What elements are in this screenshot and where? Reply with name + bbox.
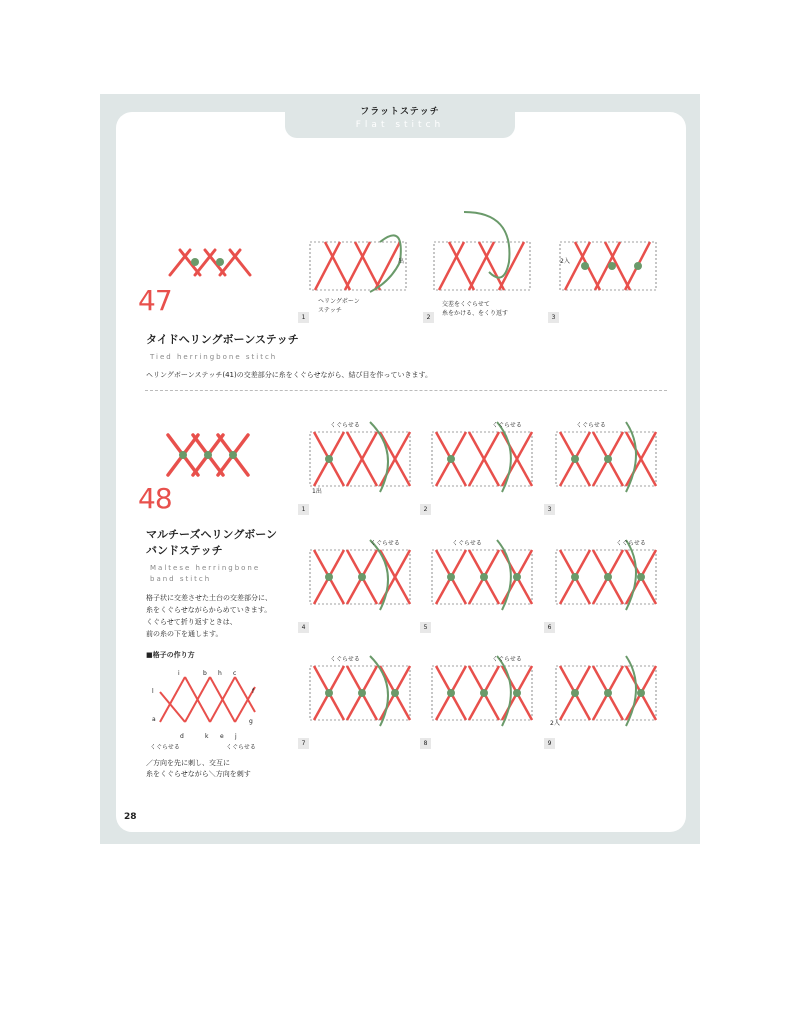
- s48-step-6: 6: [544, 622, 555, 633]
- grid-letter-a: a: [152, 716, 156, 723]
- s47-step1-out: 出: [398, 258, 405, 265]
- grid-letter-d: d: [180, 733, 184, 740]
- s48-step-6-diagram: [556, 550, 658, 606]
- s48-step-2-diagram: [432, 432, 534, 488]
- page-number: 28: [124, 812, 137, 822]
- grid-under-right: くぐらせる: [226, 744, 256, 751]
- s48-step-3-kugurase: くぐらせる: [576, 422, 606, 429]
- s48-step-3: 3: [544, 504, 555, 515]
- s48-step-1-diagram: [310, 432, 412, 488]
- s48-step-2-kugurase: くぐらせる: [492, 422, 522, 429]
- grid-letter-b: b: [203, 670, 207, 677]
- s47-step-2: 2: [423, 312, 434, 323]
- s48-step-1: 1: [298, 504, 309, 515]
- grid-letter-c: c: [233, 670, 237, 677]
- grid-note: ／方向を先に刺し、交互に 糸をくぐらせながら＼方向を刺す: [146, 759, 251, 778]
- s48-step-4-diagram: [310, 550, 412, 606]
- s48-step-6-kugurase: くぐらせる: [616, 540, 646, 547]
- section-48-description: 格子状に交差させた土台の交差部分に、 糸をくぐらせながらからめていきます。 くぐらせて折り返すときは、 前の糸の下を通します。: [146, 594, 272, 638]
- s48-step-7: 7: [298, 738, 309, 749]
- s48-step-4-kugurase: くぐらせる: [370, 540, 400, 547]
- section-47-subtitle: Tied herringbone stitch: [150, 353, 278, 361]
- s47-step-3: 3: [548, 312, 559, 323]
- grid-letter-k: k: [205, 733, 209, 740]
- s48-step-5-diagram: [432, 550, 534, 606]
- grid-under-left: くぐらせる: [150, 744, 180, 751]
- s48-step1-out: 1出: [312, 488, 322, 495]
- grid-letter-j: j: [235, 733, 237, 740]
- s47-step1-label: ヘリングボーン ステッチ: [318, 298, 360, 314]
- header-title-en: Flat stitch: [355, 120, 445, 130]
- section-48-number: 48: [138, 482, 172, 515]
- s48-step-8: 8: [420, 738, 431, 749]
- section-divider: [145, 390, 667, 391]
- s47-step2-diagram: [434, 242, 534, 292]
- s47-step1-diagram: [310, 242, 410, 292]
- s48-step-1-kugurase: くぐらせる: [330, 422, 360, 429]
- grid-letter-f: f: [252, 688, 255, 695]
- s48-step-5: 5: [420, 622, 431, 633]
- s48-step-8-kugurase: くぐらせる: [492, 656, 522, 663]
- s48-step-8-diagram: [432, 666, 534, 722]
- s48-step-3-diagram: [556, 432, 658, 488]
- section-47-title: タイドヘリングボーンステッチ: [146, 333, 299, 346]
- s47-step3-in: 2入: [560, 258, 570, 265]
- grid-letter-e: e: [220, 733, 224, 740]
- s48-step-4: 4: [298, 622, 309, 633]
- sample-48-illustration: [163, 430, 253, 480]
- s48-step-5-kugurase: くぐらせる: [452, 540, 482, 547]
- grid-letter-g: g: [249, 718, 253, 725]
- header-title-jp: フラットステッチ: [360, 107, 440, 117]
- section-48-subtitle: Maltese herringbone band stitch: [150, 564, 261, 583]
- s48-step-7-diagram: [310, 666, 412, 722]
- s48-step9-in: 2入: [550, 720, 560, 727]
- s47-step3-diagram: [560, 242, 660, 292]
- section-47-number: 47: [138, 284, 172, 317]
- s48-step-7-kugurase: くぐらせる: [330, 656, 360, 663]
- section-48-title: マルチーズヘリングボーン バンドステッチ: [146, 528, 278, 557]
- grid-letter-i: i: [178, 670, 180, 677]
- s47-step2-label: 交差をくぐらせて 糸をかける、をくり返す: [442, 301, 509, 317]
- s48-step-9: 9: [544, 738, 555, 749]
- s48-step-9-diagram: [556, 666, 658, 722]
- s47-step-1: 1: [298, 312, 309, 323]
- sample-47-illustration: [165, 245, 255, 285]
- s48-step-2: 2: [420, 504, 431, 515]
- grid-heading: ■格子の作り方: [146, 651, 195, 659]
- grid-letter-h: h: [218, 670, 222, 677]
- section-47-description: ヘリングボーンステッチ(41)の交差部分に糸をくぐらせながら、結び目を作っていきます。: [146, 371, 432, 379]
- grid-letter-l: l: [152, 688, 154, 695]
